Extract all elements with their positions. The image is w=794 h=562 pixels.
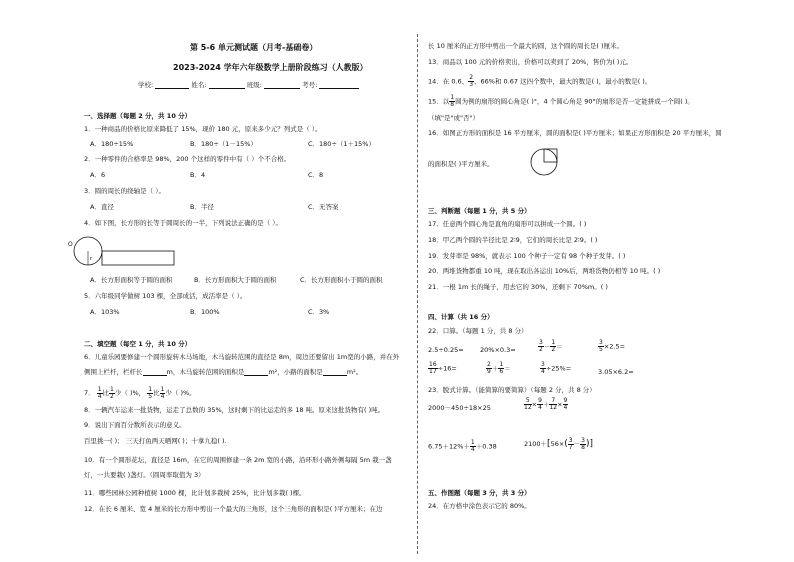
q23c-text-b: ＋0.38	[475, 442, 497, 451]
calc-2: 20%×0.3=	[480, 346, 516, 354]
q7-f1-denominator: 4	[97, 392, 102, 400]
q7-word-3: 比	[153, 389, 160, 397]
question-19: 19．发芽率是 98%，就表示 100 个种子一定有 98 个种子发芽。( )	[428, 252, 626, 260]
calc6-n2: 1	[499, 361, 504, 368]
calc-5	[428, 362, 457, 375]
q7-word-4: 少（ )%。	[165, 389, 196, 397]
question-2: 2．一种零件的合格率是 98%，200 个这样的零件中有（ ）个不合格。	[84, 155, 291, 163]
calc-7	[540, 362, 571, 375]
question-11: 11．哪些园林公园种植树 1000 棵，比计划多栽树 25%，比计划多栽( )棵。	[84, 489, 306, 497]
q1-option-c[interactable]: C．180÷（1＋15%）	[308, 140, 375, 148]
q5-option-b[interactable]: B．100%	[190, 308, 220, 316]
question-18: 18．甲乙两个圆的半径比是 2∶9，它们的周长比是 2∶9。( )	[428, 236, 598, 244]
question-4: 4．如下图，长方形的长等于圆周长的一半，下列说法正确的是（ ）。	[84, 219, 282, 227]
q3-option-c[interactable]: C．无答案	[308, 203, 339, 211]
q1-option-b[interactable]: B．180÷（1－15%）	[190, 140, 257, 148]
q1-option-a[interactable]: A．180÷15%	[90, 140, 134, 148]
q6-blank-1[interactable]	[143, 369, 167, 376]
question-9: 9．说出下面百分数所表示的意义。	[84, 421, 186, 429]
q15-numerator: 1	[450, 94, 455, 101]
section-3-title: 三、判断题（每题 1 分，共 5 分）	[428, 207, 531, 215]
q4-center-label: O	[68, 241, 73, 248]
q4-option-c[interactable]: C．长方形面积小于圆的面积	[300, 276, 383, 284]
calc-8: 3.05×6.2=	[598, 368, 634, 376]
question-7	[84, 386, 196, 400]
q23b-n1: 5	[525, 397, 530, 404]
q7-word-1: 比	[102, 389, 110, 397]
question-17: 17．任意两个圆心角是直角的扇形可以拼成一个圆。( )	[428, 220, 587, 228]
question-12: 12．在长 6 厘米、宽 4 厘米的长方形中剪出一个最大的三角形，这个三角形的面积是( )平方厘米；在边	[84, 505, 383, 513]
left-column	[62, 0, 407, 562]
question-10-line-1: 10．有一个圆形花坛，直径是 16m，在它的周围修建一条 2m 宽的小路，沿环形小路外侧每隔 5m 栽一盏	[84, 456, 392, 464]
q23d-d2: 8	[581, 443, 585, 451]
name-field[interactable]	[209, 82, 245, 89]
q23-expr-a: 2000－450÷18×25	[428, 404, 491, 412]
section-1-title: 一、选择题（每题 2 分，共 10 分）	[84, 112, 192, 120]
calc3-n1: 3	[539, 339, 543, 346]
question-1: 1．一种商品的价格比原来降低了 15%，现价 180 元，原来多少元？列式是（ ）。	[84, 125, 322, 133]
q14-fraction-den: 3	[469, 81, 474, 88]
question-20: 20．两堆货物都重 10 吨，现在取出各运出 10%后，两堆货物仍相等 10 吨。( )	[428, 267, 661, 275]
page-title: 第 5-6 单元测试题（月考-基础卷）	[190, 43, 318, 52]
q7-f2-numerator: 1	[110, 385, 114, 393]
q14-fraction-num: 2	[469, 74, 474, 81]
calc6-d1: 9	[487, 368, 491, 375]
calc7-n: 3	[541, 361, 545, 368]
question-22: 22．口算。（每题 1 分，共 8 分）	[428, 327, 528, 335]
q6-text-d: m²。	[346, 368, 363, 376]
question-8: 8．一辆汽车运来一批货物，运走了总数的 35%，这时剩下的比运走的多 18 吨。原来这批货物有( )吨。	[84, 406, 385, 414]
question-15-hint: （填"是"或"否"）	[428, 114, 479, 122]
question-12-continued: 长 10 厘米的正方形中剪出一个最大的圆，这个圆的周长是( )厘米。	[428, 42, 624, 50]
section-5-title: 五、作图题（每题 3 分，共 3 分）	[428, 489, 531, 497]
q6-text-a: 侧围上栏杆，栏杆长	[84, 368, 143, 376]
id-label: 考号:	[302, 81, 318, 89]
section-4-title: 四、计算（共 16 分）	[428, 313, 494, 321]
q3-option-b[interactable]: B．半径	[190, 203, 214, 211]
calc4-text: ×2.5=	[603, 342, 626, 351]
q6-text-c: m²，小路的面积是	[268, 368, 323, 376]
question-16-line-1: 16．如图正方形的面积是 16 平方厘米，圆的面积是( )平方厘米；如果正方形面积是 20 平方厘米，圆	[428, 129, 722, 137]
column-divider	[417, 34, 418, 554]
q7-f4-denominator: 4	[160, 392, 165, 400]
calc4-d: 5	[599, 346, 603, 353]
q14-text-a: 14．在 0.6、	[428, 77, 469, 86]
q5-option-a[interactable]: A．103%	[90, 308, 120, 316]
calc3-d1: 2	[539, 346, 543, 353]
name-label: 姓名:	[191, 81, 207, 89]
question-3: 3．圆的周长的绕轴是（ ）。	[84, 187, 165, 195]
q23b-d3: 12	[549, 404, 558, 411]
calc6-n1: 2	[487, 361, 491, 368]
question-21: 21．一根 1m 长的绳子，用去它的 30%，还剩下 70%m。( )	[428, 283, 608, 291]
q7-f4-numerator: 1	[160, 385, 165, 393]
page-subtitle: 2023-2024 学年六年级数学上册阶段练习（人教版）	[173, 63, 368, 72]
q7-f3-denominator: 5	[148, 392, 153, 400]
student-info-row	[138, 81, 359, 89]
calc5-n: 16	[429, 361, 437, 368]
q15-denominator: 8	[450, 101, 455, 108]
q23-expr-d: 2100＋[56×( $\frac{3}{7}$ － $\frac{3}{8}$ )]	[524, 436, 593, 451]
q23b-d2: 4	[538, 404, 542, 411]
q23d-d1: 7	[568, 443, 573, 451]
q4-figure	[72, 233, 182, 269]
q23b-n3: 7	[551, 397, 556, 404]
q23d-text: 2100＋	[524, 440, 548, 448]
q15-text-a: 15．以	[428, 97, 450, 106]
question-13: 13．商品以 100 元的价格卖出，价格可以卖到了 20%，售价为( )元。	[428, 58, 633, 66]
calc6-d2: 6	[499, 368, 504, 375]
q23b-n4: 9	[563, 397, 568, 404]
q3-option-a[interactable]: A．直径	[90, 203, 114, 211]
calc3-n2: 1	[551, 339, 556, 346]
q4-radius-label: r	[90, 256, 93, 262]
school-label: 学校:	[138, 81, 154, 89]
question-10-line-2: 灯，一共要栽( )盏灯。（圆周率取值为 3）	[84, 471, 205, 479]
class-label: 班级:	[246, 81, 262, 89]
right-column	[428, 0, 778, 562]
q23-expr-c	[428, 440, 497, 453]
q7-word-2: 少（ )%，	[114, 389, 146, 397]
question-23: 23．脱式计算。（能简算的要简算）（每题 2 分，共 8 分）	[428, 386, 596, 394]
q23-expr-b: $\frac{5}{12}$ × $\frac{9}{4}$ ＋ $\frac{7}{12}$ × $\frac{9}{4}$	[524, 397, 568, 411]
q15-text-b: 圆为例的扇形的圆心角是( )°，4 个圆心角是 90°的扇形是否一定能拼成一个圆( )。	[455, 97, 694, 106]
q23c-n: 1	[470, 439, 475, 446]
question-5: 5．六年级同学做树 103 棵，全部成活，成活率是（ ）。	[84, 292, 247, 300]
q23c-text-a: 6.75＋12%＋	[428, 442, 470, 451]
calc-3: $\frac{3}{2}$ － $\frac{1}{2}$ ＝	[539, 339, 563, 353]
q23d-inner: 56×	[550, 440, 565, 448]
question-9-answers: 百里挑一( )； 三天打鱼两天晒网( )；十拿九稳( ).	[84, 437, 227, 445]
question-6-line-2	[84, 368, 362, 376]
calc5-d: 17	[429, 368, 437, 375]
q23d-n1: 3	[568, 436, 573, 444]
question-16-line-2: 的面积是( )平方厘米。	[428, 160, 494, 168]
q5-option-c[interactable]: C．3%	[308, 308, 330, 316]
class-field[interactable]	[264, 82, 300, 89]
q4-option-a[interactable]: A．长方形面积等于圆的面积	[90, 276, 173, 284]
q6-blank-3[interactable]	[323, 369, 347, 376]
question-6-line-1: 6．儿童乐园要修建一个圆形旋转木马场地，木马旋转范围的直径是 8m，周边还要留出 1m宽的小路，并在外	[84, 353, 400, 361]
calc7-d: 4	[541, 368, 545, 375]
q6-blank-2[interactable]	[244, 369, 268, 376]
q2-option-b[interactable]: B．4	[190, 171, 206, 179]
q2-option-c[interactable]: C．8	[308, 171, 324, 179]
school-field[interactable]	[155, 82, 189, 89]
q23b-n2: 9	[538, 397, 542, 404]
q4-rectangle	[102, 251, 174, 265]
q14-text-b: 、66%和 0.67 这四个数中，最大的数是( )，最小的数是( )。	[474, 77, 652, 86]
q7-f1-numerator: 1	[97, 385, 102, 393]
q6-text-b: m，木马旋转范围的面积是	[166, 368, 245, 376]
calc-1: 2.5÷0.25=	[428, 346, 464, 354]
calc-6: $\frac{2}{9}$ ＋ $\frac{1}{6}$ ＝	[487, 361, 511, 375]
q4-option-b[interactable]: B．长方形面积大于圆的面积	[194, 276, 277, 284]
q23c-d: 4	[470, 446, 475, 453]
calc-4	[598, 340, 625, 353]
q7-f2-denominator: 2	[110, 392, 114, 400]
q23d-n2: 3	[581, 436, 585, 444]
q23b-d1: 12	[524, 404, 532, 411]
q7-prefix: 7．	[84, 389, 95, 397]
question-24: 24．在方格中涂色表示它的 80%。	[428, 502, 531, 510]
calc5-text: ÷16=	[437, 364, 457, 373]
question-15	[428, 95, 694, 108]
q16-figure	[530, 146, 564, 180]
q7-f3-numerator: 1	[148, 385, 153, 393]
calc7-text: ÷25%=	[545, 364, 572, 373]
calc4-n: 3	[599, 339, 603, 346]
calc3-d2: 2	[551, 346, 556, 353]
q2-option-a[interactable]: A．6	[90, 171, 106, 179]
id-field[interactable]	[319, 82, 359, 89]
question-14	[428, 75, 651, 88]
q23b-d4: 4	[563, 404, 568, 411]
section-2-title: 二、填空题（每空 1 分，共 10 分）	[84, 340, 192, 348]
